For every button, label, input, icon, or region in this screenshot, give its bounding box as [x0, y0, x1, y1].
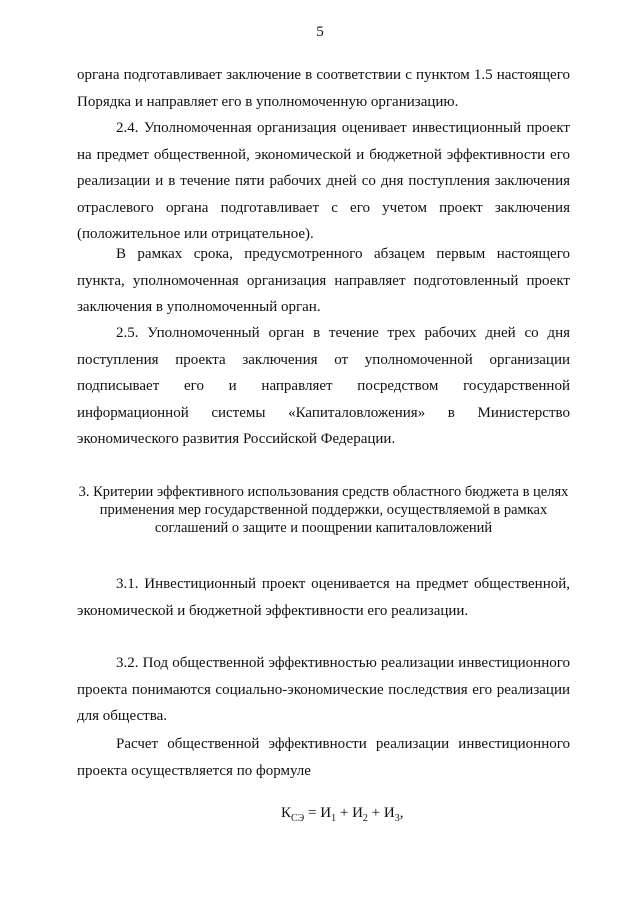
formula-lhs: К	[281, 805, 292, 821]
paragraph-calculation: Расчет общественной эффективности реализации инвестиционного проекта осуществляется по формуле	[77, 736, 570, 779]
formula-term-2: И	[352, 805, 363, 821]
formula-term-3-sub: 3	[394, 813, 400, 824]
paragraph-term: В рамках срока, предусмотренного абзацем первым настоящего пункта, уполномоченная организация направляет подготовленный проект заключения в уполномоченный орган.	[77, 246, 570, 315]
formula-term-1: И	[320, 805, 332, 821]
paragraph-continuation: органа подготавливает заключение в соответствии с пунктом 1.5 настоящего Порядка и направляет его в уполномоченную организацию.	[77, 67, 570, 110]
formula-plus-1: +	[336, 805, 353, 821]
formula-term-1-sub: 1	[331, 813, 337, 824]
formula-plus-2: +	[367, 805, 384, 821]
paragraph-2-4: 2.4. Уполномоченная организация оценивает инвестиционный проект на предмет общественной, экономической и бюджетной эффективности его реализации и в течение пяти рабочих дней со дня поступления заключения отраслевого органа подготавливает с его учетом проект заключения (положительное или отрицательное).	[77, 120, 570, 242]
formula-tail: ,	[399, 805, 404, 821]
section-heading: 3. Критерии эффективного использования средств областного бюджета в целях применения мер государственной поддержки, осуществляемой в рамках соглашений о защите и поощрении капиталовложений	[78, 484, 569, 536]
formula-term-3: И	[383, 805, 395, 821]
paragraph-3-2: 3.2. Под общественной эффективностью реализации инвестиционного проекта понимаются социально-экономические последствия его реализации для общества.	[77, 655, 570, 724]
formula-lhs-sub: СЭ	[291, 813, 305, 824]
paragraph-3-1: 3.1. Инвестиционный проект оценивается на предмет общественной, экономической и бюджетной эффективности его реализации.	[77, 576, 570, 619]
formula-term-2-sub: 2	[362, 813, 368, 824]
page-number: 5	[316, 24, 324, 40]
formula	[281, 805, 403, 824]
formula-eq: =	[304, 805, 321, 821]
paragraph-2-5: 2.5. Уполномоченный орган в течение трех рабочих дней со дня поступления проекта заключения от уполномоченной организации подписывает его и направляет посредством государственной информационной системы «Капиталовложения» в Министерство экономического развития Российской Федерации.	[77, 325, 570, 447]
